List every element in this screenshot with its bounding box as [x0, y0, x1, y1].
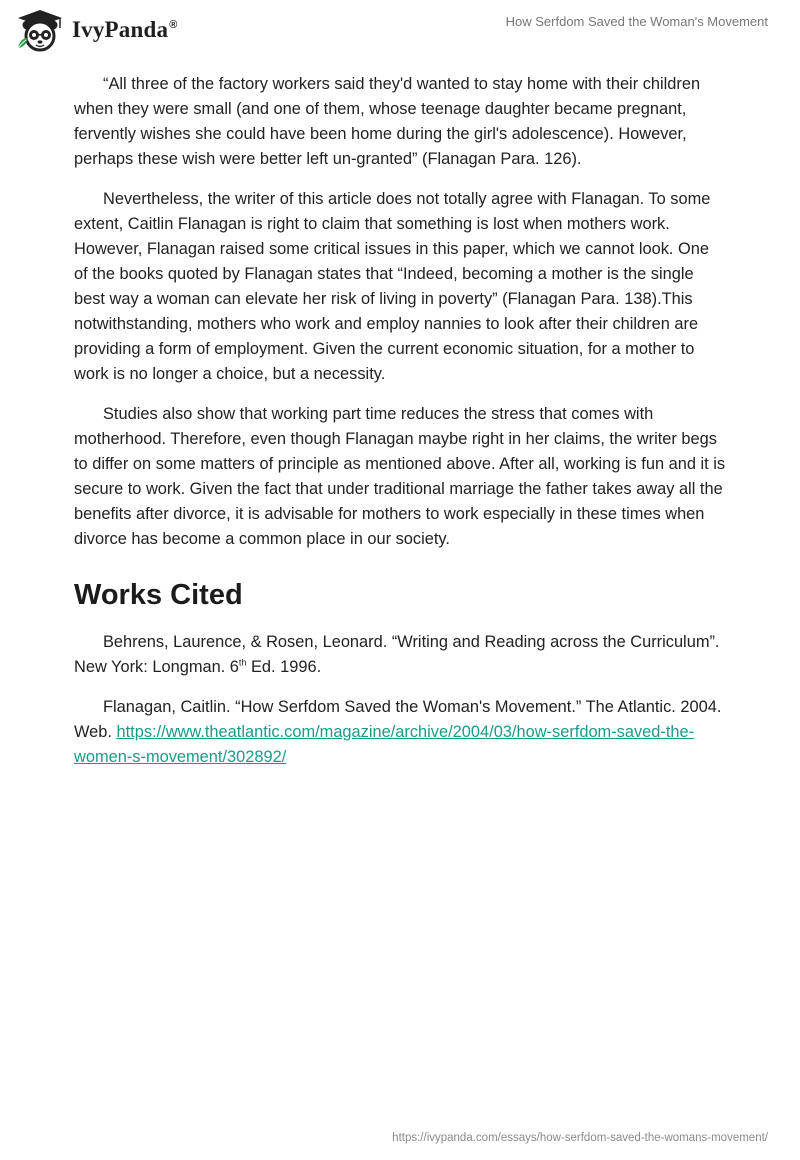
page-header	[0, 0, 800, 60]
paragraph-3: Studies also show that working part time reduces the stress that comes with motherhood. Therefore, even though Flanagan maybe right in her claims, the writer begs to differ on some matters of principle as mentioned above. After all, working is fun and it is secure to work. Given the fact that under traditional marriage the father takes away all the benefits after divorce, it is advisable for mothers to work especially in these times when divorce has become a common place in our society.	[74, 405, 726, 548]
citation-behrens	[74, 630, 726, 680]
paragraph-2: Nevertheless, the writer of this article does not totally agree with Flanagan. To some extent, Caitlin Flanagan is right to claim that something is lost when mothers work. However, Flanagan raised some critical issues in this paper, which we cannot look. One of the books quoted by Flanagan states that “Indeed, becoming a mother is the single best way a woman can elevate her risk of living in poverty” (Flanagan Para. 138).This notwithstanding, mothers who work and employ nannies to look after their children are providing a form of employment. Given the current economic situation, for a mother to work is no longer a choice, but a necessity.	[74, 190, 711, 383]
citation-flanagan	[74, 695, 726, 770]
paragraph-1: “All three of the factory workers said they'd wanted to stay home with their children when they were small (and one of them, whose teenage daughter became pregnant, fervently wishes she could have been home during the girl's adolescence). However, perhaps these wish were better left un-granted” (Flanagan Para. 126).	[74, 75, 701, 168]
footer-source-url: https://ivypanda.com/essays/how-serfdom-saved-the-womans-movement/	[392, 1132, 768, 1144]
works-cited-heading: Works Cited	[74, 579, 243, 611]
panda-graduate-icon	[14, 8, 66, 52]
logo-wordmark: IvyPanda®	[72, 17, 178, 42]
citation-behrens-superscript: th	[238, 657, 247, 668]
citation-flanagan-link[interactable]: https://www.theatlantic.com/magazine/archive/2004/03/how-serfdom-saved-the-women-s-movement/302892/	[74, 723, 695, 766]
citation-behrens-edition: Ed. 1996.	[246, 658, 322, 676]
citation-behrens-text: Behrens, Laurence, & Rosen, Leonard. “Writing and Reading across the Curriculum”. New York: Longman. 6	[74, 633, 720, 676]
essay-content	[74, 72, 726, 785]
ivypanda-logo[interactable]	[14, 8, 178, 52]
registered-mark: ®	[169, 19, 178, 32]
citation-flanagan-text: Flanagan, Caitlin. “How Serfdom Saved the Woman's Movement.” The Atlantic. 2004. Web.	[74, 698, 722, 741]
document-title: How Serfdom Saved the Woman's Movement	[505, 14, 768, 29]
